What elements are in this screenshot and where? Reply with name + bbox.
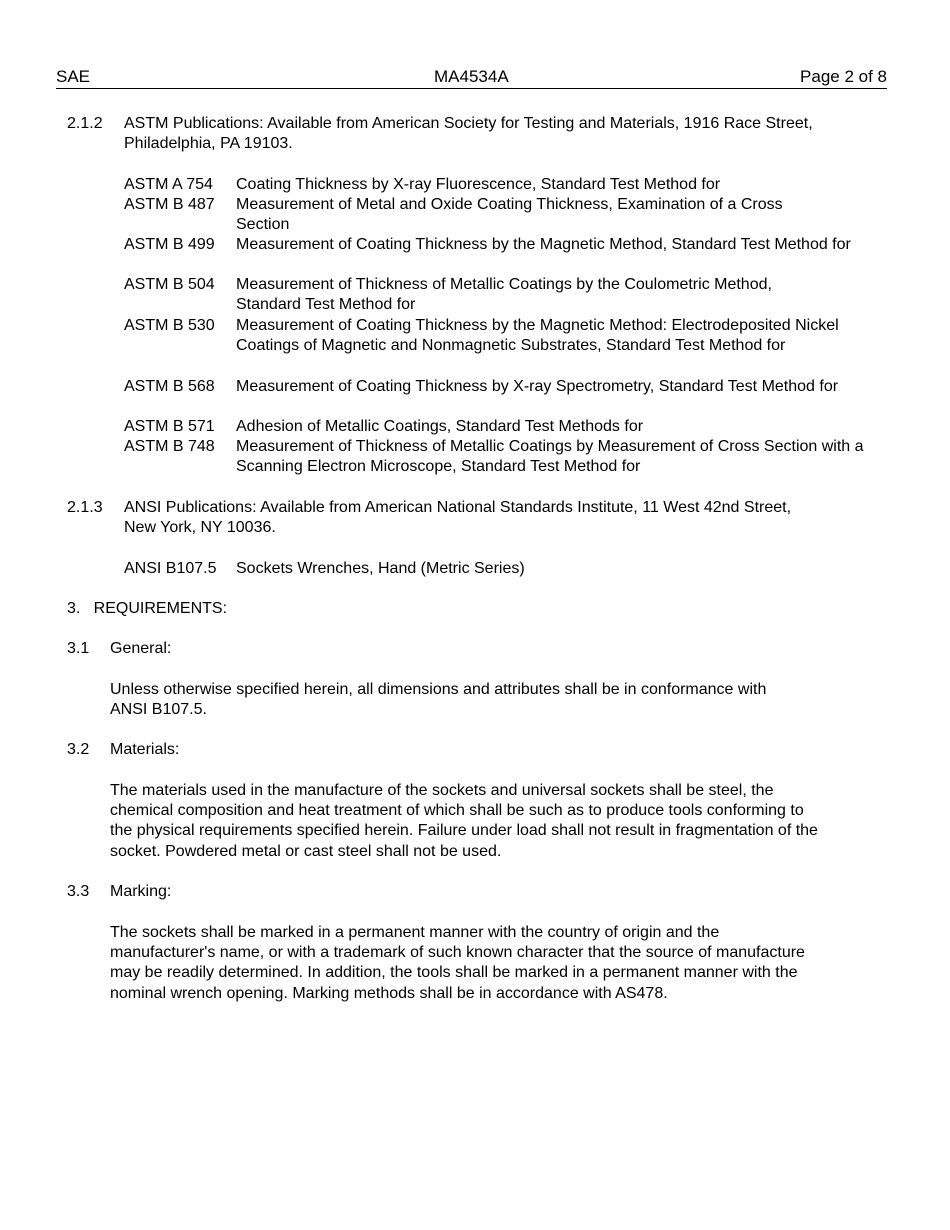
reference-title: Measurement of Coating Thickness by the Magnetic Method: Electrodeposited Nickel Coatings of Magnetic and Nonmagnetic Substrates, Standard Test Method for — [236, 317, 839, 354]
section-2-1-2-text-line-2: Philadelphia, PA 19103. — [124, 135, 293, 152]
reference-title: Sockets Wrenches, Hand (Metric Series) — [236, 560, 525, 577]
section-3-3-number: 3.3 — [67, 883, 90, 900]
section-2-1-3-number: 2.1.3 — [67, 499, 103, 516]
section-3-2-text-line-4: socket. Powdered metal or cast steel shall not be used. — [110, 843, 502, 860]
header-doc-number: MA4534A — [434, 67, 509, 86]
section-3-2-number: 3.2 — [67, 741, 90, 758]
reference-code: ASTM B 530 — [124, 317, 215, 334]
section-3-1-number: 3.1 — [67, 640, 90, 657]
section-3-2-text-line-2: chemical composition and heat treatment of which shall be such as to produce tools conforming to — [110, 802, 804, 819]
reference-title: Measurement of Coating Thickness by X-ray Spectrometry, Standard Test Method for — [236, 378, 839, 395]
section-2-1-2-text-line-1: ASTM Publications: Available from American Society for Testing and Materials, 1916 Race Street, — [124, 115, 813, 132]
section-3-3-text-line-1: The sockets shall be marked in a permanent manner with the country of origin and the — [110, 924, 720, 941]
reference-code: ASTM B 571 — [124, 418, 215, 435]
section-3-1-text-line-1: Unless otherwise specified herein, all dimensions and attributes shall be in conformance with — [110, 681, 767, 698]
reference-code: ASTM B 487 — [124, 196, 215, 213]
section-2-1-3-text-line-2: New York, NY 10036. — [124, 519, 276, 536]
reference-code: ASTM A 754 — [124, 176, 213, 193]
reference-title: Adhesion of Metallic Coatings, Standard Test Methods for — [236, 418, 644, 435]
section-2-1-2-number: 2.1.2 — [67, 115, 103, 132]
header-page-number: Page 2 of 8 — [800, 67, 887, 86]
reference-code: ASTM B 568 — [124, 378, 215, 395]
section-3-3-text-line-2: manufacturer's name, or with a trademark of such known character that the source of manufacture — [110, 944, 805, 961]
reference-code: ASTM B 499 — [124, 236, 215, 253]
reference-code: ANSI B107.5 — [124, 560, 217, 577]
section-3-2-text-line-1: The materials used in the manufacture of the sockets and universal sockets shall be steel, the — [110, 782, 774, 799]
section-3-2-text-line-3: the physical requirements specified herein. Failure under load shall not result in fragmentation of the — [110, 822, 818, 839]
reference-code: ASTM B 748 — [124, 438, 215, 455]
reference-code: ASTM B 504 — [124, 276, 215, 293]
section-3-3-heading: Marking: — [110, 883, 172, 900]
section-3-heading: 3. REQUIREMENTS: — [67, 600, 228, 617]
reference-title: Measurement of Thickness of Metallic Coatings by the Coulometric Method, Standard Test Method for — [236, 276, 772, 313]
header-org: SAE — [56, 67, 91, 86]
section-3-2-heading: Materials: — [110, 741, 180, 758]
reference-title: Coating Thickness by X-ray Fluorescence, Standard Test Method for — [236, 176, 721, 193]
section-2-1-3-text-line-1: ANSI Publications: Available from American National Standards Institute, 11 West 42nd Street, — [124, 499, 792, 516]
reference-title: Measurement of Coating Thickness by the Magnetic Method, Standard Test Method for — [236, 236, 851, 253]
section-3-1-heading: General: — [110, 640, 172, 657]
page-header — [56, 66, 887, 89]
section-3-3-text-line-3: may be readily determined. In addition, the tools shall be marked in a permanent manner with the — [110, 964, 798, 981]
reference-title: Measurement of Metal and Oxide Coating Thickness, Examination of a Cross Section — [236, 196, 783, 233]
section-3-1-text-line-2: ANSI B107.5. — [110, 701, 207, 718]
reference-title: Measurement of Thickness of Metallic Coatings by Measurement of Cross Section with a Scanning Electron Microscope, Standard Test Method for — [236, 438, 864, 475]
section-3-3-text-line-4: nominal wrench opening. Marking methods shall be in accordance with AS478. — [110, 985, 668, 1002]
